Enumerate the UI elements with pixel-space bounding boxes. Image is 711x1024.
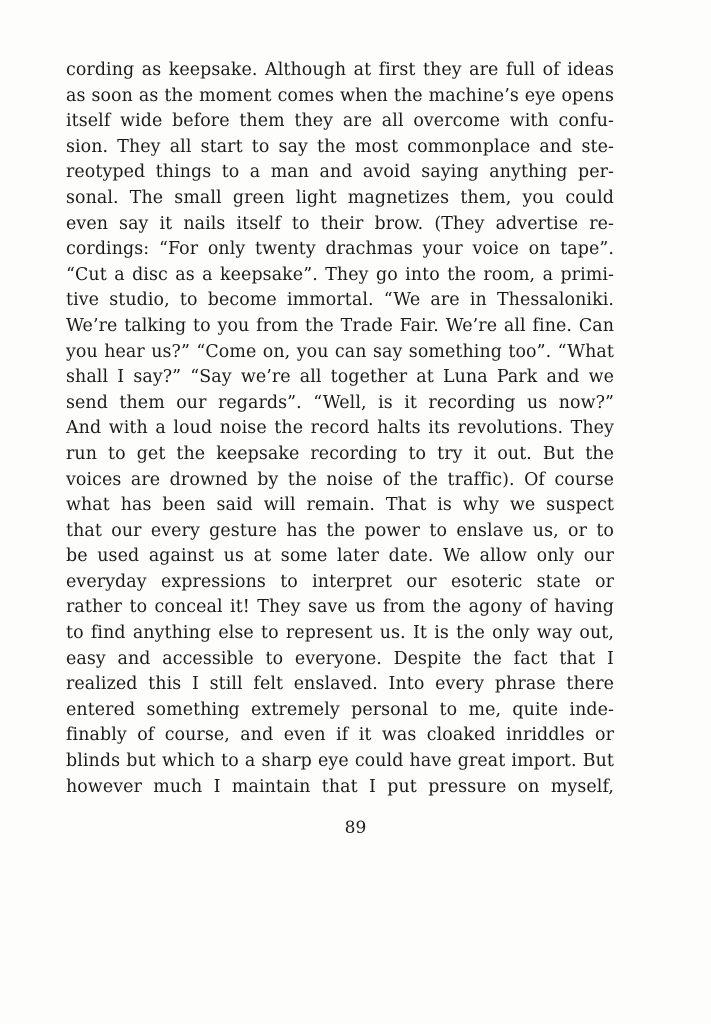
- text-line: finably of course, and even if it was cloaked inriddles or: [66, 725, 614, 746]
- text-line: We’re talking to you from the Trade Fair. We’re all fine. Can: [66, 315, 614, 336]
- text-line: realized this I still felt enslaved. Into every phrase there: [66, 674, 614, 695]
- text-line: sion. They all start to say the most commonplace and ste-: [66, 136, 614, 157]
- text-line: And with a loud noise the record halts its revolutions. They: [66, 418, 614, 439]
- text-line: as soon as the moment comes when the machine’s eye opens: [66, 85, 614, 106]
- text-line: rather to conceal it! They save us from the agony of having: [66, 597, 614, 618]
- text-line: cording as keepsake. Although at first they are full of ideas: [66, 60, 614, 80]
- text-line: to find anything else to represent us. It is the only way out,: [66, 623, 614, 644]
- text-line: be used against us at some later date. We allow only our: [66, 546, 614, 567]
- body-text: [66, 58, 614, 800]
- text-line: shall I say?” “Say we’re all together at Luna Park and we: [66, 367, 614, 388]
- text-line: cordings: “For only twenty drachmas your voice on tape”.: [66, 239, 614, 260]
- text-line: easy and accessible to everyone. Despite the fact that I: [66, 648, 614, 669]
- text-line: however much I maintain that I put pressure on myself,: [66, 776, 614, 797]
- text-line: itself wide before them they are all overcome with confu-: [66, 111, 614, 132]
- text-line: reotyped things to a man and avoid saying anything per-: [66, 162, 614, 183]
- text-line: sonal. The small green light magnetizes them, you could: [66, 187, 614, 208]
- text-line: you hear us?” “Come on, you can say something too”. “What: [66, 341, 614, 362]
- text-line: “Cut a disc as a keepsake”. They go into the room, a primi-: [66, 264, 614, 285]
- text-line: that our every gesture has the power to enslave us, or to: [66, 520, 614, 541]
- text-line: voices are drowned by the noise of the traffic). Of course: [66, 469, 614, 490]
- text-line: what has been said will remain. That is why we suspect: [66, 495, 614, 516]
- text-line: entered something extremely personal to me, quite inde-: [66, 699, 614, 720]
- text-line: tive studio, to become immortal. “We are in Thessaloniki.: [66, 290, 614, 311]
- text-line: send them our regards”. “Well, is it recording us now?”: [66, 392, 614, 413]
- text-line: run to get the keepsake recording to try it out. But the: [66, 443, 614, 464]
- text-line: even say it nails itself to their brow. (They advertise re-: [66, 213, 614, 234]
- page-number: 89: [344, 818, 367, 838]
- text-line: everyday expressions to interpret our esoteric state or: [66, 571, 614, 592]
- text-line: blinds but which to a sharp eye could have great import. But: [66, 751, 614, 772]
